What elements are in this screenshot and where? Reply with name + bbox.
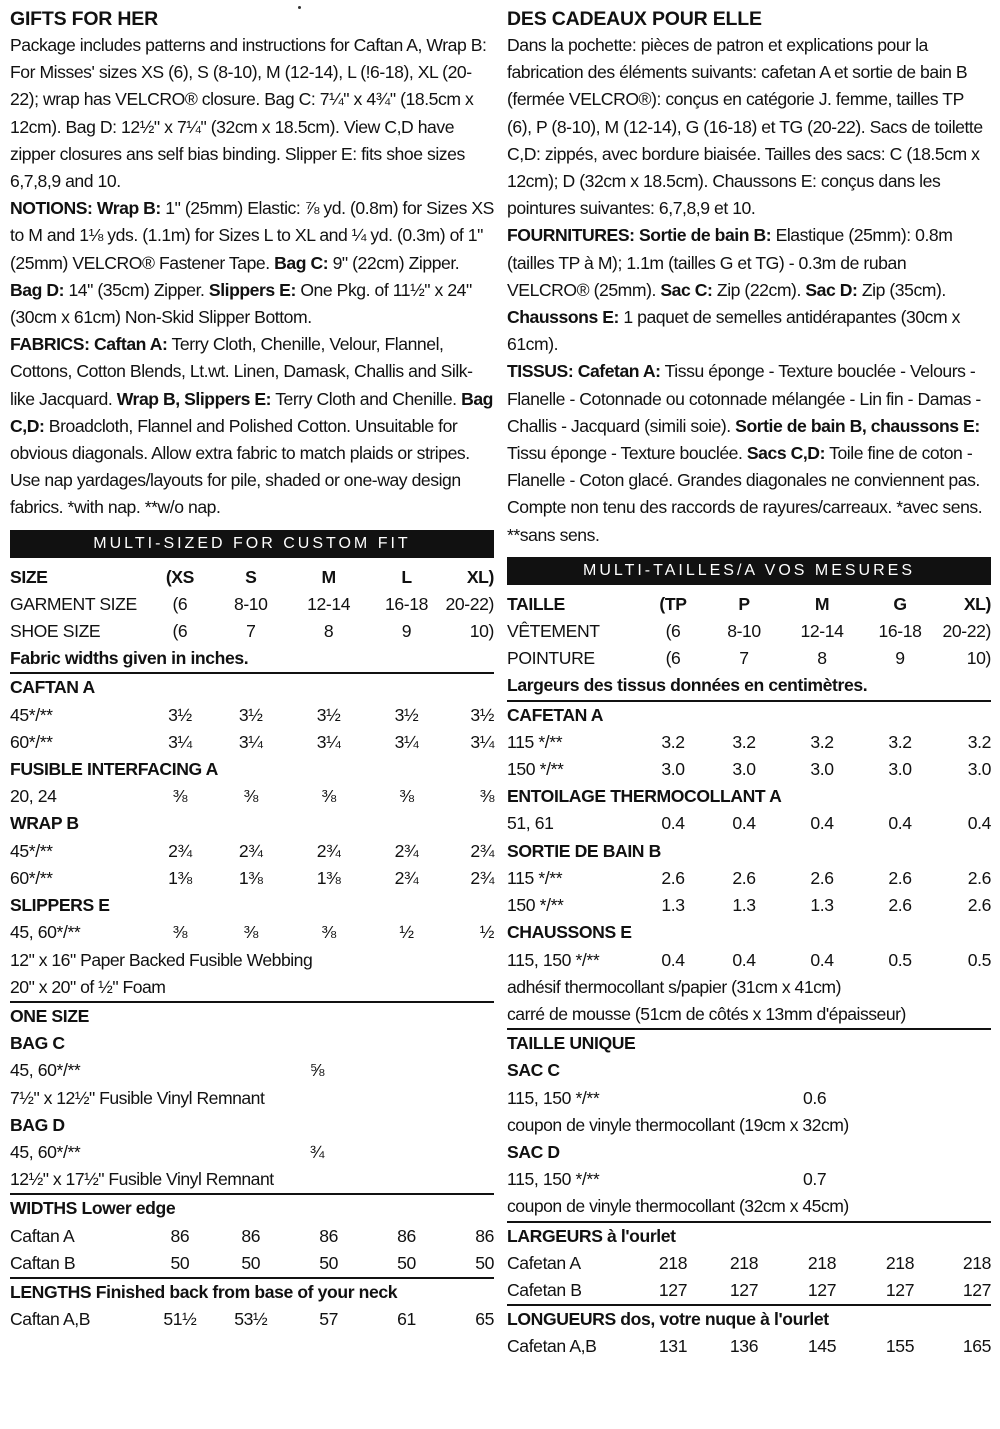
row-label: 45*/** — [10, 704, 53, 725]
bag-d-extra-line — [507, 1193, 991, 1221]
row-label: GARMENT SIZE — [10, 593, 137, 614]
slippers-extra-line-text: carré de mousse (51cm de côtés x 13mm d'épaisseur) — [507, 1003, 906, 1024]
row-label: SIZE — [10, 566, 48, 587]
row-label: 115 */** — [507, 731, 563, 752]
row-value: 86 — [170, 1225, 190, 1246]
row-value: ⅜ — [243, 922, 258, 943]
fr-fabrics-label: TISSUS: — [507, 361, 574, 382]
row-value: 2.6 — [661, 867, 685, 888]
row-value: 3½ — [394, 704, 419, 725]
french-column — [507, 6, 991, 1361]
row-value: L — [401, 566, 412, 587]
row-label: 150 */** — [507, 759, 564, 780]
widths-row — [10, 1223, 494, 1250]
en-fabrics-wrap-slippers-text: Terry Cloth and Chenille. — [271, 388, 462, 409]
row-value: 0.7 — [803, 1169, 827, 1190]
row-value: 2.6 — [967, 867, 991, 888]
row-value: 2.6 — [732, 867, 756, 888]
garment-size-row — [10, 591, 494, 618]
en-notions-bag-d: Bag D: — [10, 279, 64, 300]
row-value: ⅜ — [243, 786, 258, 807]
row-label: Caftan A,B — [10, 1309, 91, 1330]
row-value: 218 — [807, 1252, 837, 1273]
row-value: 8-10 — [233, 593, 268, 614]
row-value: 50 — [397, 1252, 416, 1273]
row-value: 20-22) — [942, 621, 991, 642]
row-value: 2¾ — [394, 867, 419, 888]
row-value: 16-18 — [878, 621, 922, 642]
row-value: 0.4 — [732, 813, 756, 834]
row-label: POINTURE — [507, 648, 595, 669]
slippers-heading-text: CHAUSSONS E — [507, 922, 632, 943]
row-value: 2.6 — [967, 895, 991, 916]
row-value: 165 — [962, 1336, 991, 1357]
lengths-heading — [507, 1305, 991, 1333]
slippers-row — [10, 919, 494, 946]
slippers-extra-line-text: adhésif thermocollant s/papier (31cm x 41cm) — [507, 976, 841, 997]
widths-row — [507, 1277, 991, 1305]
row-value: ⅜ — [172, 786, 188, 807]
row-value: 3.2 — [661, 731, 685, 752]
row-value: M — [321, 566, 336, 587]
one-size-heading — [507, 1029, 991, 1057]
widths-heading — [507, 1222, 991, 1250]
size-header-row — [10, 564, 494, 591]
en-notions — [10, 195, 494, 331]
fr-notions — [507, 222, 991, 358]
fr-notions-sortie-text: Elastique (25mm): 0.8m (tailles TP à M); 1.1m (tailles G et TG) - 0.3m de ruban VELCRO® (25mm). — [507, 225, 953, 300]
fr-yardage-body — [507, 591, 991, 1361]
bag-c-extra-line-text: coupon de vinyle thermocollant (19cm x 32cm) — [507, 1114, 849, 1135]
bag-d-row — [507, 1166, 991, 1193]
row-label: Cafetan A — [507, 1252, 581, 1273]
row-value: 155 — [885, 1336, 915, 1357]
shoe-size-row — [507, 645, 991, 672]
row-value: (TP — [659, 593, 687, 614]
row-value: 0.4 — [967, 813, 991, 834]
slippers-extra-line — [10, 974, 494, 1002]
caftan-a-row — [10, 702, 494, 729]
row-label: 20, 24 — [10, 786, 57, 807]
row-value: ½ — [399, 922, 414, 943]
row-label: VÊTEMENT — [507, 621, 600, 642]
en-fabrics — [10, 331, 494, 521]
row-value: 1.3 — [661, 895, 685, 916]
fabric-widths-note-text: Fabric widths given in inches. — [10, 648, 249, 669]
row-value: (XS — [165, 566, 194, 587]
bag-c-row — [10, 1057, 494, 1084]
row-label: 60*/** — [10, 867, 53, 888]
fr-notions-label: FOURNITURES: — [507, 225, 635, 246]
row-label: 115, 150 */** — [507, 1087, 600, 1108]
caftan-a-row — [10, 729, 494, 756]
bag-c-extra-line-text: 7½" x 12½" Fusible Vinyl Remnant — [10, 1087, 265, 1108]
row-value: 12-14 — [800, 621, 844, 642]
row-value: 86 — [319, 1225, 339, 1246]
row-value: (6 — [172, 621, 188, 642]
row-value: 9 — [895, 648, 905, 669]
row-value: (6 — [172, 593, 188, 614]
row-value: 0.5 — [888, 949, 912, 970]
bag-d-extra-line — [10, 1166, 494, 1194]
widths-heading-text: LARGEURS à l'ourlet — [507, 1222, 991, 1250]
bag-c-row — [507, 1085, 991, 1112]
widths-heading — [10, 1194, 494, 1222]
fr-title: DES CADEAUX POUR ELLE — [507, 8, 762, 30]
lengths-heading — [10, 1278, 494, 1306]
wrap-b-heading-text: WRAP B — [10, 813, 79, 834]
row-value: XL) — [963, 593, 991, 614]
row-value: 136 — [729, 1336, 759, 1357]
row-value: 50 — [241, 1252, 261, 1273]
en-title: GIFTS FOR HER — [10, 8, 158, 30]
row-label: TAILLE — [507, 593, 565, 614]
en-notions-bag-c-text: 9" (22cm) Zipper. — [328, 252, 460, 273]
row-value: 2¾ — [316, 840, 341, 861]
row-label: 115, 150 */** — [507, 949, 600, 970]
bag-d-extra-line-text: coupon de vinyle thermocollant (32cm x 45cm) — [507, 1196, 849, 1217]
one-size-heading-text: TAILLE UNIQUE — [507, 1029, 991, 1057]
english-column — [10, 6, 494, 1333]
row-value: M — [814, 593, 830, 614]
row-value: 1⅜ — [238, 867, 263, 888]
row-value: 145 — [807, 1336, 837, 1357]
row-value: 3.0 — [732, 759, 756, 780]
row-value: 218 — [962, 1252, 991, 1273]
row-value: 2.6 — [888, 867, 912, 888]
row-value: 20-22) — [445, 593, 494, 614]
row-value: 218 — [729, 1252, 759, 1273]
en-fabrics-label: FABRICS: — [10, 334, 90, 355]
widths-row — [10, 1250, 494, 1278]
fabric-widths-note — [507, 672, 991, 700]
row-value: 7 — [246, 621, 256, 642]
lengths-row — [10, 1306, 494, 1333]
row-value: 3.0 — [888, 759, 912, 780]
row-value: ⅜ — [321, 786, 336, 807]
bag-d-row — [10, 1139, 494, 1166]
row-label: Caftan B — [10, 1252, 76, 1273]
row-value: 3½ — [168, 704, 192, 725]
row-value: 9 — [401, 621, 412, 642]
row-value: 3¼ — [470, 731, 494, 752]
widths-row — [507, 1250, 991, 1277]
row-value: 3.2 — [888, 731, 912, 752]
one-size-heading-text: ONE SIZE — [10, 1002, 494, 1030]
row-value: 127 — [962, 1279, 991, 1300]
row-value: ⅝ — [309, 1060, 324, 1081]
row-value: 2.6 — [888, 895, 912, 916]
wrap-b-row — [507, 892, 991, 919]
row-label: 115, 150 */** — [507, 1169, 600, 1190]
row-value: 2¾ — [168, 840, 192, 861]
widths-heading-text: WIDTHS Lower edge — [10, 1194, 494, 1222]
en-notions-bag-d-text: 14" (35cm) Zipper. — [64, 279, 209, 300]
en-notions-slippers-e-text: One Pkg. of 11½" x 24" (30cm x 61cm) Non-Skid Slipper Bottom. — [10, 279, 472, 328]
row-value: 3.2 — [732, 731, 756, 752]
row-label: SHOE SIZE — [10, 621, 101, 642]
row-value: 0.5 — [967, 949, 991, 970]
en-notions-wrap-b: Wrap B: — [96, 198, 161, 219]
row-label: Cafetan A,B — [507, 1336, 597, 1357]
row-value: 3½ — [316, 704, 341, 725]
row-value: 127 — [885, 1279, 915, 1300]
wrap-b-heading-text: SORTIE DE BAIN B — [507, 840, 661, 861]
caftan-a-heading — [10, 673, 494, 701]
row-value: 127 — [658, 1279, 688, 1300]
row-label: 45, 60*/** — [10, 922, 81, 943]
wrap-b-heading — [507, 838, 991, 865]
row-value: 3¼ — [316, 731, 341, 752]
row-value: 1⅜ — [316, 867, 341, 888]
fr-fabrics-cafetan: Cafetan A: — [577, 361, 661, 382]
bag-d-heading — [10, 1112, 494, 1139]
fabric-widths-note — [10, 645, 494, 673]
row-value: 3.0 — [661, 759, 685, 780]
row-value: 50 — [170, 1252, 190, 1273]
row-label: 115 */** — [507, 867, 563, 888]
row-value: 0.4 — [732, 949, 756, 970]
row-value: ¾ — [309, 1141, 324, 1162]
lengths-row — [507, 1333, 991, 1360]
row-label: 51, 61 — [507, 813, 554, 834]
row-value: 86 — [397, 1225, 416, 1246]
fusible-interfacing-heading-text: FUSIBLE INTERFACING A — [10, 759, 218, 780]
en-fabrics-wrap-slippers: Wrap B, Slippers E: — [116, 388, 272, 409]
row-label: Cafetan B — [507, 1279, 582, 1300]
row-label: 60*/** — [10, 731, 53, 752]
slippers-row — [507, 947, 991, 974]
en-notions-wrap-b-text: 1" (25mm) Elastic: ⅞ yd. (0.8m) for Sizes XS to M and 1⅛ yds. (1.1m) for Sizes L to XL and ¼ yd. (0.3m) of 1" (25mm) VELCRO® Fastener Tape. — [10, 198, 494, 273]
slippers-extra-line-text: 12" x 16" Paper Backed Fusible Webbing — [10, 949, 313, 970]
row-value: 0.6 — [803, 1087, 827, 1108]
row-value: 7 — [739, 648, 749, 669]
row-value: 1⅜ — [168, 867, 192, 888]
row-value: 53½ — [234, 1309, 268, 1330]
row-value: 1.3 — [732, 895, 756, 916]
wrap-b-row — [10, 865, 494, 892]
row-value: 50 — [319, 1252, 339, 1273]
row-value: ½ — [479, 922, 494, 943]
wrap-b-row — [507, 865, 991, 892]
fusible-interfacing-heading — [10, 756, 494, 783]
row-value: 86 — [241, 1225, 261, 1246]
fr-notions-sortie: Sortie de bain B: — [638, 225, 772, 246]
bag-c-extra-line — [10, 1085, 494, 1112]
fr-yardage-table — [507, 591, 991, 1361]
bag-c-heading-text: SAC C — [507, 1060, 560, 1081]
bag-c-heading — [507, 1057, 991, 1084]
lengths-heading-text: LONGUEURS dos, votre nuque à l'ourlet — [507, 1305, 991, 1333]
row-value: 2¾ — [394, 840, 419, 861]
row-value: 8 — [323, 621, 334, 642]
row-label: 45, 60*/** — [10, 1060, 81, 1081]
caftan-a-heading-text: CAFETAN A — [507, 701, 991, 729]
row-value: 127 — [729, 1279, 759, 1300]
row-value: 3.0 — [967, 759, 991, 780]
row-value: 65 — [475, 1309, 494, 1330]
bag-d-heading — [507, 1139, 991, 1166]
lengths-heading-text: LENGTHS Finished back from base of your neck — [10, 1278, 494, 1306]
en-intro: Package includes patterns and instructions for Caftan A, Wrap B: For Misses' sizes XS (6), S (8-10), M (12-14), L (!6-18), XL (20-22); wrap has VELCRO® closure. Bag C: 7¼" x 4¾" (18.5cm x 12cm). Bag D: 12½" x 7¼" (32cm x 18.5cm). View C,D have zipper closures ans self bias binding. Slipper E: fits shoe sizes 6,7,8,9 and 10. — [10, 35, 487, 192]
row-value: 16-18 — [385, 593, 428, 614]
fabric-widths-note-text: Largeurs des tissus données en centimètres. — [507, 675, 868, 696]
row-value: 12-14 — [307, 593, 351, 614]
fr-notions-chaussons: Chaussons E: — [507, 307, 619, 328]
fr-intro: Dans la pochette: pièces de patron et explications pour la fabrication des éléments suivants: cafetan A et sortie de bain B (fermée VELCRO®): conçus en catégorie J. femme, tailles TP (6), P (8-10), M (12-14), G (16-18) et TG (20-22). Sacs de toilette C,D: zippés, avec bordure biaisée. Tailles des sacs: C (18.5cm x 12cm); D (32cm x 18.5cm). Chaussons E: conçus dans les pointures suivantes: 6,7,8,9 et 10. — [507, 35, 983, 219]
fr-fabrics-sortie: Sortie de bain B, chaussons E: — [735, 415, 980, 436]
en-yardage-table — [10, 564, 494, 1334]
row-value: 86 — [475, 1225, 494, 1246]
fr-fabrics — [507, 358, 991, 548]
row-value: ⅜ — [479, 786, 494, 807]
row-value: 218 — [885, 1252, 915, 1273]
en-fabrics-caftan-a-text: Terry Cloth, Chenille, Velour, Flannel, Cottons, Cotton Blends, Lt.wt. Linen, Damask, Challis and Silk-like Jacquard. — [10, 334, 473, 409]
en-notions-slippers-e: Slippers E: — [208, 279, 296, 300]
en-section-bar: MULTI-SIZED FOR CUSTOM FIT — [10, 530, 494, 558]
row-value: XL) — [466, 566, 494, 587]
bag-d-heading-text: BAG D — [10, 1114, 65, 1135]
en-fabrics-bag-cd: Bag C,D: — [10, 388, 493, 436]
row-value: 51½ — [163, 1309, 197, 1330]
fusible-interfacing-heading-text: ENTOILAGE THERMOCOLLANT A — [507, 786, 782, 807]
row-value: 0.4 — [810, 949, 834, 970]
en-fabrics-caftan-a: Caftan A: — [93, 334, 168, 355]
row-value: 0.4 — [810, 813, 834, 834]
row-value: 3.0 — [810, 759, 834, 780]
fr-fabrics-sacs: Sacs C,D: — [746, 443, 825, 464]
row-value: 3.2 — [810, 731, 834, 752]
slippers-heading-text: SLIPPERS E — [10, 895, 110, 916]
en-notions-bag-c: Bag C: — [274, 252, 329, 273]
one-size-heading — [10, 1002, 494, 1030]
fusible-row — [10, 783, 494, 810]
fusible-interfacing-heading — [507, 783, 991, 810]
en-yardage-body — [10, 564, 494, 1334]
bag-d-extra-line-text: 12½" x 17½" Fusible Vinyl Remnant — [10, 1169, 274, 1190]
row-value: 0.4 — [661, 813, 685, 834]
caftan-a-heading — [507, 701, 991, 729]
fr-fabrics-cafetan-text: Tissu éponge - Texture bouclée - Velours - Flanelle - Cotonnade ou cotonnade mélangée - Lin fin - Damas - Challis - Jacquard (simili soie). — [507, 361, 981, 436]
garment-size-row — [507, 618, 991, 645]
fr-section-bar: MULTI-TAILLES/A VOS MESURES — [507, 557, 991, 585]
row-value: 2¾ — [470, 840, 494, 861]
row-value: 2¾ — [470, 867, 494, 888]
row-value: 10) — [966, 648, 991, 669]
caftan-a-row — [507, 756, 991, 783]
slippers-extra-line — [10, 947, 494, 974]
fr-fabrics-sacs-text: Toile fine de coton - Flanelle - Coton glacé. Grandes diagonales ne conviennent pas. Compte non tenu des raccords de rayures/carreaux. *avec sens. **sans sens. — [507, 443, 983, 545]
fr-notions-sac-c-text: Zip (22cm). — [712, 279, 806, 300]
row-value: 3½ — [470, 704, 494, 725]
row-value: 57 — [319, 1309, 339, 1330]
row-label: 45, 60*/** — [10, 1141, 81, 1162]
row-value: 10) — [469, 621, 494, 642]
row-value: G — [893, 593, 907, 614]
bag-c-extra-line — [507, 1112, 991, 1139]
row-value: 3¼ — [168, 731, 192, 752]
shoe-size-row — [10, 618, 494, 645]
row-value: 1.3 — [810, 895, 834, 916]
fr-fabrics-sortie-text: Tissu éponge - Texture bouclée. — [507, 443, 747, 464]
row-value: ⅜ — [172, 922, 188, 943]
slippers-extra-line — [507, 974, 991, 1001]
row-value: 3¼ — [394, 731, 419, 752]
row-value: 0.4 — [661, 949, 685, 970]
fr-notions-sac-d-text: Zip (35cm). — [857, 279, 946, 300]
caftan-a-heading-text: CAFTAN A — [10, 673, 494, 701]
fr-notions-chaussons-text: 1 paquet de semelles antidérapantes (30cm x 61cm). — [507, 307, 961, 355]
slippers-heading — [10, 892, 494, 919]
row-value: 8-10 — [727, 621, 761, 642]
en-notions-label: NOTIONS: — [10, 198, 93, 219]
slippers-heading — [507, 919, 991, 946]
row-value: 61 — [397, 1309, 416, 1330]
row-value: 127 — [807, 1279, 837, 1300]
row-value: 218 — [658, 1252, 688, 1273]
size-header-row — [507, 591, 991, 618]
fr-notions-sac-d: Sac D: — [805, 279, 858, 300]
row-value: 131 — [658, 1336, 688, 1357]
row-value: ⅜ — [321, 922, 336, 943]
row-value: 3.2 — [967, 731, 991, 752]
row-value: (6 — [665, 648, 681, 669]
en-fabrics-bag-cd-text: Broadcloth, Flannel and Polished Cotton. Unsuitable for obvious diagonals. Allow extra fabric to match plaids or stripes. Use nap yardages/layouts for pile, shaded or one-way design fabrics. *with nap. **w/o nap. — [10, 415, 470, 518]
row-value: 8 — [817, 648, 827, 669]
bag-d-heading-text: SAC D — [507, 1141, 560, 1162]
bag-c-heading-text: BAG C — [10, 1033, 65, 1054]
bag-c-heading — [10, 1030, 494, 1057]
slippers-extra-line-text: 20" x 20" of ½" Foam — [10, 976, 166, 997]
row-value: 3½ — [238, 704, 263, 725]
wrap-b-row — [10, 838, 494, 865]
row-label: 150 */** — [507, 895, 564, 916]
row-value: P — [738, 593, 750, 614]
row-label: 45*/** — [10, 840, 53, 861]
caftan-a-row — [507, 729, 991, 756]
fr-notions-sac-c: Sac C: — [660, 279, 713, 300]
fusible-row — [507, 810, 991, 837]
wrap-b-heading — [10, 810, 494, 837]
row-value: ⅜ — [399, 786, 414, 807]
row-value: 2.6 — [810, 867, 834, 888]
row-label: Caftan A — [10, 1225, 75, 1246]
row-value: 2¾ — [238, 840, 263, 861]
row-value: S — [245, 566, 257, 587]
slippers-extra-line — [507, 1001, 991, 1029]
row-value: (6 — [665, 621, 681, 642]
row-value: 3¼ — [238, 731, 263, 752]
row-value: 50 — [475, 1252, 494, 1273]
row-value: 0.4 — [888, 813, 912, 834]
